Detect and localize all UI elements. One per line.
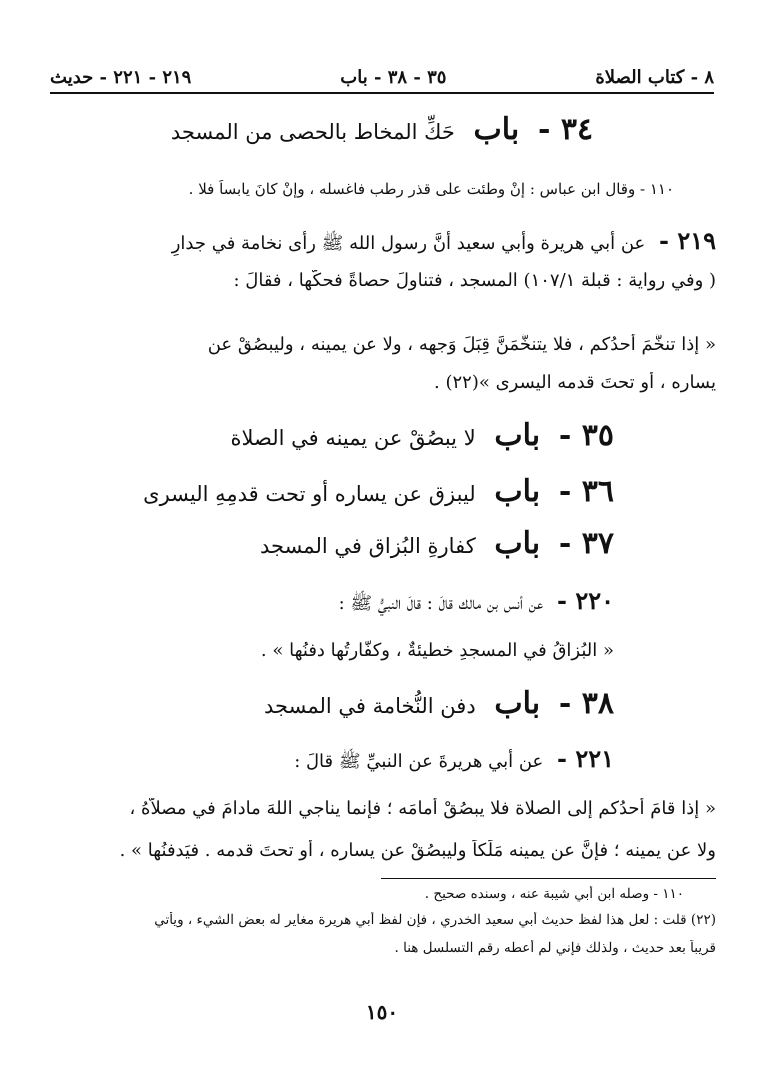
- hadith-number: ٢٢١ -: [557, 744, 614, 773]
- chapter-heading-38: [48, 686, 614, 721]
- footnote-22-line2: قريباً بعد حديث ، ولذلك فإني لم أعطه رقم التسلسل هنا .: [394, 940, 716, 956]
- hadith-221-matn2: ولا عن يمينه ؛ فإنَّ عن يمينه مَلَكاً وليبصُقْ عن يساره ، أو تحتَ قدمه . فيَدفنُها » .: [119, 840, 716, 861]
- chapter-bab-label: باب: [494, 526, 541, 561]
- chapter-number: ٣٨ -: [558, 686, 614, 721]
- hadith-text: عن أبي هريرة وأبي سعيد أنَّ رسول الله ﷺ رأى نخامة في جدارِ: [171, 233, 646, 254]
- chapter-heading-35: [48, 418, 614, 453]
- hadith-221-matn1: « إذا قامَ أحدُكم إلى الصلاة فلا يبصُقْ أمامَه ؛ فإنما يناجي اللهَ مادامَ في مصلاَّهُ ،: [129, 798, 716, 819]
- chapter-title: ليبزق عن يساره أو تحت قدمِهِ اليسرى: [143, 482, 476, 506]
- chapter-number: ٣٤ -: [538, 112, 594, 147]
- hadith-text: عن أبي هريرةَ عن النبيِّ ﷺ قالَ :: [294, 751, 544, 772]
- chapter-title: حَكِّ المخاط بالحصى من المسجد: [170, 120, 455, 144]
- chapter-heading-34: [0, 112, 764, 147]
- page-number: ١٥٠: [365, 1000, 399, 1024]
- chapter-title: لا يبصُقْ عن يمينه في الصلاة: [230, 426, 476, 450]
- running-head: [50, 58, 714, 94]
- hadith-text: عن أنس بن مالك قالَ : قالَ النبيُّ ﷺ :: [338, 593, 544, 614]
- chapter-heading-36: [48, 474, 614, 509]
- chapter-heading-37: [48, 526, 614, 561]
- note-110: ١١٠ - وقال ابن عباس : إنْ وطئت على قذر رطب فاغسله ، وإنْ كانَ يابساً فلا .: [188, 180, 674, 198]
- chapter-title: كفارةِ البُزاق في المسجد: [259, 534, 476, 558]
- hadith-219-line2: ( وفي رواية : قبلة ١٠٧/١) المسجد ، فتناولَ حصاةً فحكَّها ، فقالَ :: [233, 270, 716, 291]
- chapter-bab-label: باب: [494, 686, 541, 721]
- chapter-title: دفن النُّخامة في المسجد: [264, 694, 476, 718]
- chapter-bab-label: باب: [494, 474, 541, 509]
- hadith-220-matn1: « البُزاقُ في المسجدِ خطيئةٌ ، وكفَّارتُها دفنُها » .: [260, 640, 614, 661]
- hadith-219-matn1: « إذا تنخَّمَ أحدُكم ، فلا يتنخَّمَنَّ قِبَلَ وَجهِه ، ولا عن يمينه ، وليبصُقْ عن: [207, 334, 716, 355]
- running-head-hadiths: ٢١٩ - ٢٢١ - حديث: [50, 67, 192, 88]
- running-head-book: ٨ - كتاب الصلاة: [595, 67, 714, 88]
- hadith-number: ٢١٩ -: [659, 226, 716, 255]
- hadith-219-matn2: يساره ، أو تحتَ قدمه اليسرى »(٢٢) .: [434, 372, 716, 393]
- chapter-bab-label: باب: [494, 418, 541, 453]
- chapter-number: ٣٥ -: [558, 418, 614, 453]
- chapter-bab-label: باب: [473, 112, 520, 147]
- hadith-221-line1: [48, 744, 614, 776]
- chapter-number: ٣٦ -: [558, 474, 614, 509]
- chapter-number: ٣٧ -: [558, 526, 614, 561]
- footnote-divider: [381, 878, 716, 879]
- footnote-110: ١١٠ - وصله ابن أبي شيبة عنه ، وسنده صحيح .: [424, 886, 684, 902]
- hadith-number: ٢٢٠ -: [557, 586, 614, 615]
- footnote-22-line1: (٢٢) قلت : لعل هذا لفظ حديث أبي سعيد الخدري ، فإن لفظ أبي هريرة مغاير له بعض الشيء ، ويأتي: [154, 912, 716, 928]
- running-head-chapters: ٣٥ - ٣٨ - باب: [340, 67, 447, 88]
- hadith-220-line1: [48, 586, 614, 618]
- hadith-219-line1: [48, 226, 716, 258]
